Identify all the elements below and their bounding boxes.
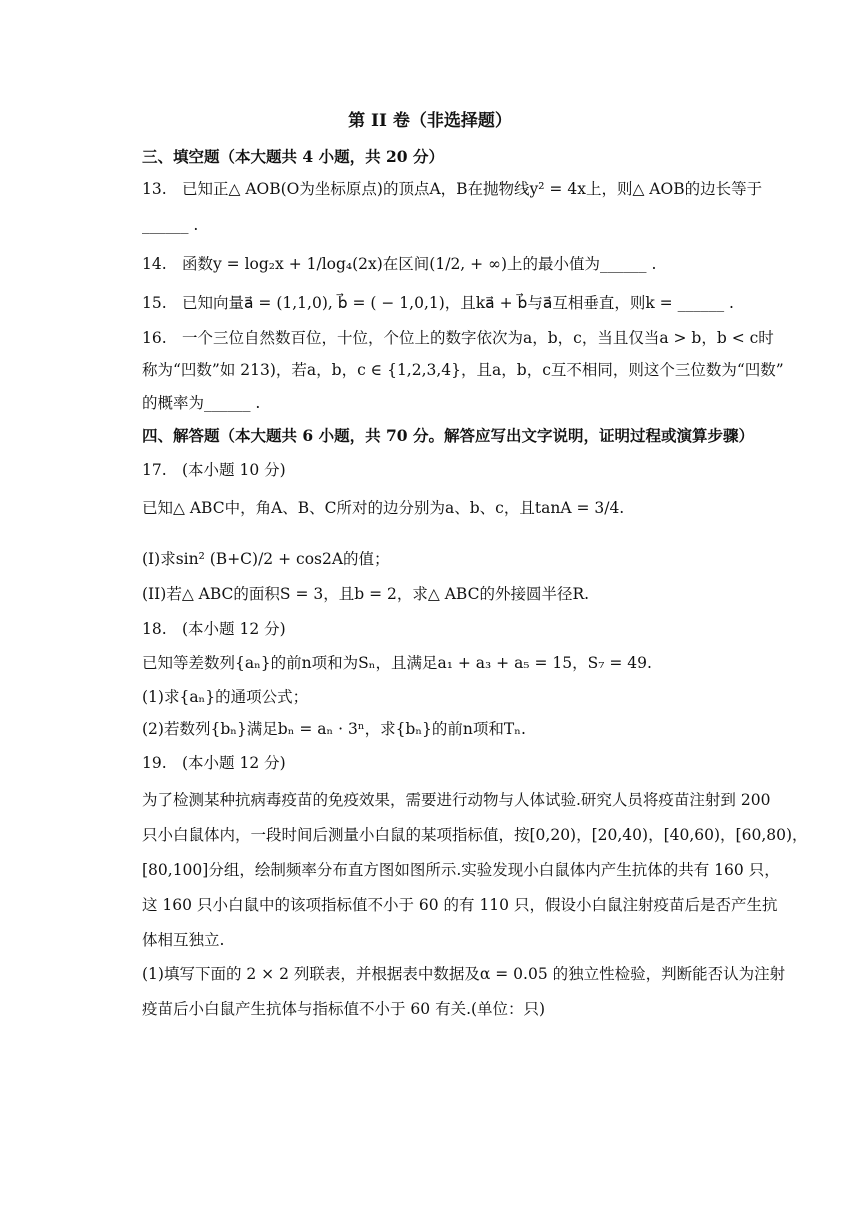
question-19-para-4: 这 160 只小白鼠中的该项指标值不小于 60 的有 110 只，假设小白鼠注射疫苗后是否产生抗: [142, 896, 778, 914]
question-text: 已知向量a⃗ = (1,1,0), b⃗ = ( − 1,0,1)，且ka⃗ + b⃗与a⃗互相垂直，则k = ______ .: [182, 294, 734, 312]
question-points: (本小题 10 分): [182, 461, 286, 479]
question-19-para-7: 疫苗后小白鼠产生抗体与指标值不小于 60 有关.(单位：只): [142, 1000, 546, 1018]
question-number: 17.: [142, 461, 167, 479]
question-16-continued-2: 的概率为______ .: [142, 394, 261, 412]
question-number: 14.: [142, 255, 167, 273]
question-19-para-1: 为了检测某种抗病毒疫苗的免疫效果，需要进行动物与人体试验.研究人员将疫苗注射到 200: [142, 791, 771, 809]
question-19-para-5: 体相互独立.: [142, 931, 225, 949]
question-number: 13.: [142, 180, 167, 198]
question-16-continued-1: 称为“凹数”如 213)，若a，b，c ∈ {1,2,3,4}，且a，b，c互不相同，则这个三位数为“凹数”: [142, 361, 784, 379]
section-answer-heading: 四、解答题（本大题共 6 小题，共 70 分。解答应写出文字说明，证明过程或演算步骤）: [142, 426, 754, 445]
question-number: 15.: [142, 294, 167, 312]
section-fill-blank-heading: 三、填空题（本大题共 4 小题，共 20 分）: [142, 147, 444, 166]
question-text: 函数y = log₂x + 1/log₄(2x)在区间(1/2, + ∞)上的最小值为______ .: [182, 255, 657, 273]
question-15: [142, 292, 770, 314]
question-text: 已知正△ AOB(O为坐标原点)的顶点A，B在抛物线y² = 4x上，则△ AOB的边长等于: [182, 180, 763, 198]
page-title: 第 II 卷（非选择题）: [348, 111, 512, 131]
question-17-line-2: (I)求sin² (B+C)/2 + cos2A的值；: [142, 550, 390, 568]
question-14: [142, 253, 770, 275]
question-points: (本小题 12 分): [182, 754, 286, 772]
question-points: (本小题 12 分): [182, 620, 286, 638]
question-19-para-6: (1)填写下面的 2 × 2 列联表，并根据表中数据及α = 0.05 的独立性检验，判断能否认为注射: [142, 965, 786, 983]
question-text: 一个三位自然数百位，十位，个位上的数字依次为a，b，c，当且仅当a > b，b < c时: [182, 329, 774, 347]
question-19: [142, 752, 770, 774]
question-17-line-3: (II)若△ ABC的面积S = 3，且b = 2，求△ ABC的外接圆半径R.: [142, 585, 590, 603]
question-17: [142, 459, 770, 481]
question-number: 19.: [142, 754, 167, 772]
question-18-line-1: 已知等差数列{aₙ}的前n项和为Sₙ，且满足a₁ + a₃ + a₅ = 15，S₇ = 49.: [142, 654, 652, 672]
question-18-line-3: (2)若数列{bₙ}满足bₙ = aₙ · 3ⁿ，求{bₙ}的前n项和Tₙ.: [142, 720, 526, 738]
question-13: [142, 178, 770, 200]
question-19-para-3: [80,100]分组，绘制频率分布直方图如图所示.实验发现小白鼠体内产生抗体的共有 160 只，: [142, 861, 780, 879]
question-19-para-2: 只小白鼠体内，一段时间后测量小白鼠的某项指标值，按[0,20)，[20,40)，[40,60)，[60,80)，: [142, 826, 808, 844]
question-13-continued: ______ .: [142, 216, 199, 234]
question-number: 18.: [142, 620, 167, 638]
question-16: [142, 327, 774, 349]
question-17-line-1: 已知△ ABC中，角A、B、C所对的边分别为a、b、c，且tanA = 3/4.: [142, 499, 625, 517]
question-18: [142, 618, 770, 640]
question-18-line-2: (1)求{aₙ}的通项公式；: [142, 688, 309, 706]
question-number: 16.: [142, 329, 167, 347]
